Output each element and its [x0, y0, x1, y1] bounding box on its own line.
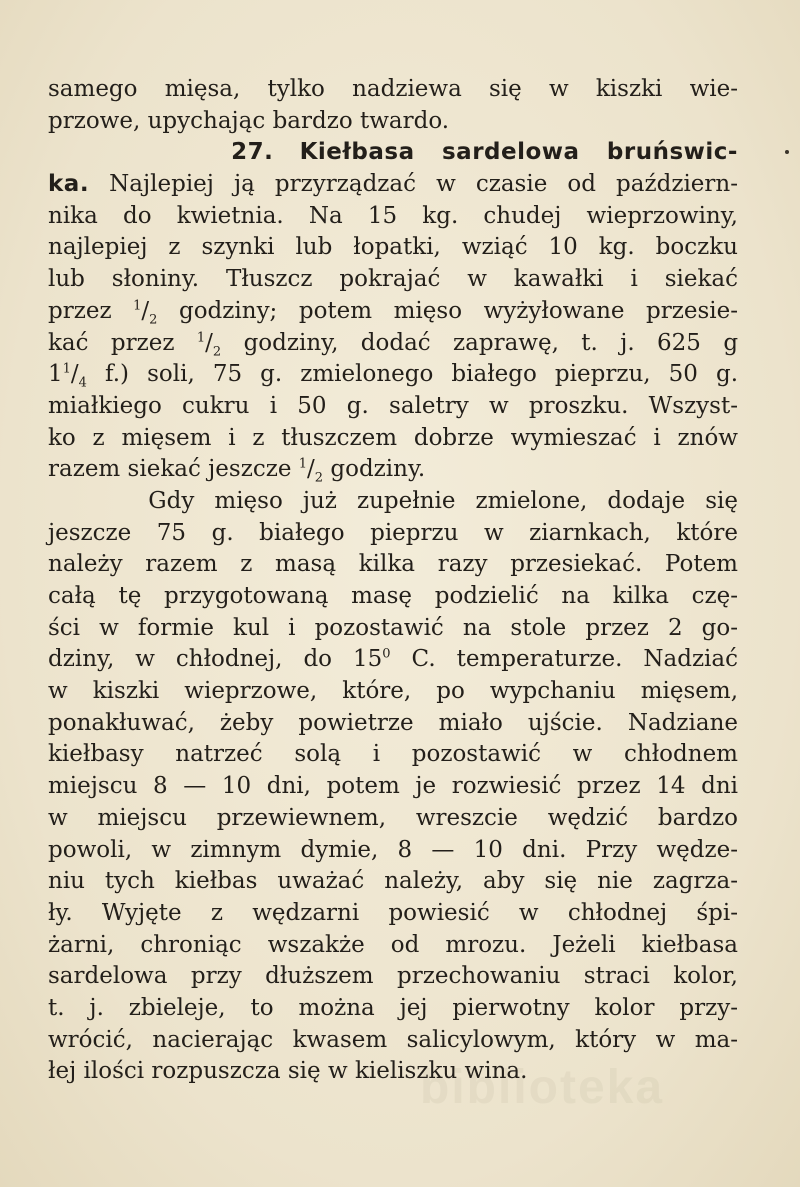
recipe-title-cont: ka.	[48, 171, 90, 198]
text-line: miejscu 8 — 10 dni, potem je rozwiesić przez 14 dni	[48, 773, 738, 800]
text-segment: C. temperaturze. Nadziać	[411, 646, 739, 673]
text-segment: kać przez	[48, 329, 175, 356]
text-segment: godziny, dodać zaprawę, t. j. 625 g	[243, 329, 739, 356]
fraction-den: 2	[212, 344, 222, 360]
text-line: samego mięsa, tylko nadziewa się w kiszki wie-	[48, 76, 738, 102]
text-line: jeszcze 75 g. białego pieprzu w ziarnkach, które	[48, 519, 738, 546]
watermark: biblioteka	[420, 1061, 665, 1114]
text-line: należy razem z masą kilka razy przesiekać. Potem	[48, 551, 738, 578]
text-line: ponakłuwać, żeby powietrze miało ujście. Nadziane	[48, 709, 738, 736]
text-segment: godziny; potem mięso wyżyłowane przesie-	[178, 297, 739, 324]
text-segment: godziny.	[330, 456, 426, 483]
text-line	[48, 644, 738, 676]
recipe-heading-line	[48, 137, 738, 169]
text-line	[48, 486, 738, 518]
text-line: przowe, upychając bardzo twardo.	[48, 107, 450, 134]
text-line: w kiszki wieprzowe, które, po wypchaniu mięsem,	[48, 678, 738, 705]
degree-sign: 0	[382, 646, 391, 662]
text-line: powoli, w zimnym dymie, 8 — 10 dni. Przy wędze-	[48, 836, 738, 863]
text-line: wrócić, nacierając kwasem salicylowym, który w ma-	[48, 1026, 738, 1053]
text-segment: Gdy mięso już zupełnie zmielone, dodaje się	[148, 487, 738, 514]
fraction-den: 2	[314, 470, 324, 486]
text-segment: Najlepiej ją przyrządzać w czasie od październ-	[109, 171, 738, 198]
text-line	[48, 169, 738, 201]
text-line: ły. Wyjęte z wędzarni powiesić w chłodnej śpi-	[48, 899, 738, 926]
text-line: w miejscu przewiewnem, wreszcie wędzić bardzo	[48, 804, 738, 831]
fraction-num: 1	[62, 361, 71, 377]
text-line: łej ilości rozpuszcza się w kieliszku wina.	[48, 1058, 528, 1085]
recipe-number: 27.	[231, 139, 274, 166]
text-segment: razem siekać jeszcze	[48, 456, 292, 483]
text-line: ści w formie kul i pozostawić na stole przez 2 go-	[48, 614, 738, 641]
margin-mark	[785, 150, 789, 154]
text-line: $1^1/_4$ f.) soli, 75 g. zmielonego białego pieprzu, 50 g.	[48, 361, 738, 391]
text-line: żarni, chroniąc wszakże od mrozu. Jeżeli kiełbasa	[48, 931, 738, 958]
text-line: całą tę przygotowaną masę podzielić na kilka czę-	[48, 583, 738, 609]
page-text	[48, 74, 738, 1088]
text-line: przez $^1/_2$ godziny; potem mięso wyżyłowane przesie-	[48, 297, 739, 328]
text-line: najlepiej z szynki lub łopatki, wziąć 10 kg. boczku	[48, 234, 738, 261]
text-line: t. j. zbieleje, to można jej pierwotny kolor przy-	[48, 994, 738, 1021]
text-line: ko z mięsem i z tłuszczem dobrze wymieszać i znów	[48, 424, 738, 451]
text-line: miałkiego cukru i 50 g. saletry w proszku. Wszyst-	[48, 392, 738, 419]
fraction-num: 1	[196, 329, 206, 345]
text-segment: przez	[48, 297, 112, 324]
text-line: razem siekać jeszcze $^1/_2$ godziny.	[48, 456, 426, 486]
text-segment: dziny, w chłodnej, do 15	[48, 646, 383, 673]
recipe-title: Kiełbasa sardelowa bruńswic-	[299, 139, 738, 166]
text-line: lub słoniny. Tłuszcz pokrajać w kawałki i siekać	[48, 266, 738, 293]
fraction-num: 1	[298, 456, 308, 472]
fraction-num: 1	[133, 298, 142, 314]
text-line: kiełbasy natrzeć solą i pozostawić w chłodnem	[48, 741, 738, 768]
fraction-den: 4	[78, 375, 87, 391]
text-line: niu tych kiełbas uważać należy, aby się nie zagrza-	[48, 868, 738, 895]
fraction-den: 2	[149, 312, 158, 328]
text-line: nika do kwietnia. Na 15 kg. chudej wieprzowiny,	[48, 202, 738, 229]
text-segment: f.) soli, 75 g. zmielonego białego pieprzu, 50 g.	[105, 361, 738, 388]
text-line: sardelowa przy dłuższem przechowaniu straci kolor,	[48, 963, 738, 990]
text-line: kać przez $^1/_2$ godziny, dodać zaprawę, t. j. 625 g	[48, 329, 739, 360]
mixed-whole: 1	[48, 361, 63, 388]
